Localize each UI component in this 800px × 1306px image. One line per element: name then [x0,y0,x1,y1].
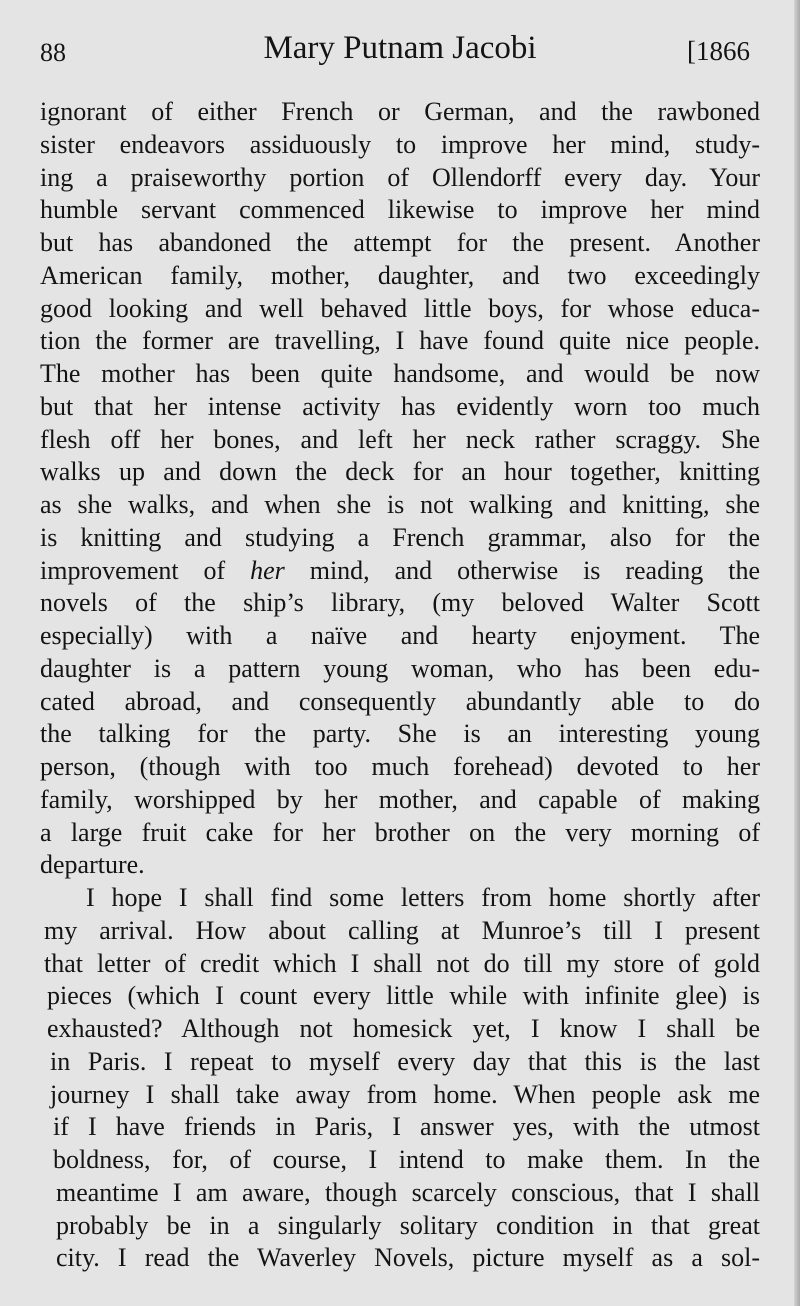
text-line: pieces (which I count every little while with infinite glee) is [47,981,760,1011]
text-line: daughter is a pattern young woman, who has been edu- [40,653,760,683]
page-number: 88 [40,38,66,67]
text-line [40,555,760,588]
text-line: sister endeavors assiduously to improve her mind, study- [40,129,760,159]
text-line: journey I shall take away from home. When people ask me [50,1079,760,1109]
text-line: ignorant of either French or German, and the rawboned [40,97,760,126]
running-title: Mary Putnam Jacobi [263,30,537,66]
text-line: meantime I am aware, though scarcely conscious, that I shall [56,1177,760,1207]
text-line: if I have friends in Paris, I answer yes, with the utmost [53,1112,760,1142]
text-line: cated abroad, and consequently abundantly able to do [40,686,760,716]
italic-word: her [250,555,285,585]
text-line: that letter of credit which I shall not do till my store of gold [44,948,760,978]
text-line: city. I read the Waverley Novels, picture myself as a sol- [56,1243,760,1273]
text-line: my arrival. How about calling at Munroe’s till I present [44,915,760,945]
text-line: family, worshipped by her mother, and capable of making [40,784,760,814]
paragraph-1 [40,96,760,882]
text-line: as she walks, and when she is not walking and knitting, she [40,490,760,519]
text-line: humble servant commenced likewise to improve her mind [40,195,760,225]
text-line: person, (though with too much forehead) devoted to her [40,752,760,781]
text-line: the talking for the party. She is an interesting young [40,719,760,749]
text-line: tion the former are travelling, I have found quite nice people. [40,326,760,356]
text-line: good looking and well behaved little boys, for whose educa- [40,293,760,323]
text-line: in Paris. I repeat to myself every day that this is the last [50,1046,760,1076]
header-year: [1866 [687,36,750,66]
text-line: exhausted? Although not homesick yet, I know I shall be [47,1014,760,1043]
text-line: is knitting and studying a French grammar, also for the [40,522,760,552]
text-line: American family, mother, daughter, and two exceedingly [40,260,760,290]
text-line: flesh off her bones, and left her neck rather scraggy. She [40,424,760,454]
text-segment: improvement of [40,555,251,585]
text-line: probably be in a singularly solitary condition in that great [56,1210,760,1240]
text-line: especially) with a naïve and hearty enjoyment. The [40,621,760,650]
page-edge [794,0,800,1306]
text-line: a large fruit cake for her brother on the very morning of [40,817,760,847]
text-line: I hope I shall find some letters from home shortly after [86,883,760,912]
body-text [40,96,760,1275]
text-line: walks up and down the deck for an hour together, knitting [40,457,760,487]
text-line: ing a praiseworthy portion of Ollendorff every day. Your [40,162,760,192]
text-line: boldness, for, of course, I intend to make them. In the [53,1145,760,1174]
running-header [0,30,800,80]
text-line: novels of the ship’s library, (my beloved Walter Scott [40,588,760,618]
text-line: The mother has been quite handsome, and would be now [40,359,760,388]
text-segment: mind, and otherwise is reading the [284,555,760,585]
text-line: departure. [40,850,145,880]
text-line: but has abandoned the attempt for the present. Another [40,228,760,257]
paragraph-2 [40,882,760,1275]
text-line: but that her intense activity has evidently worn too much [40,391,760,421]
